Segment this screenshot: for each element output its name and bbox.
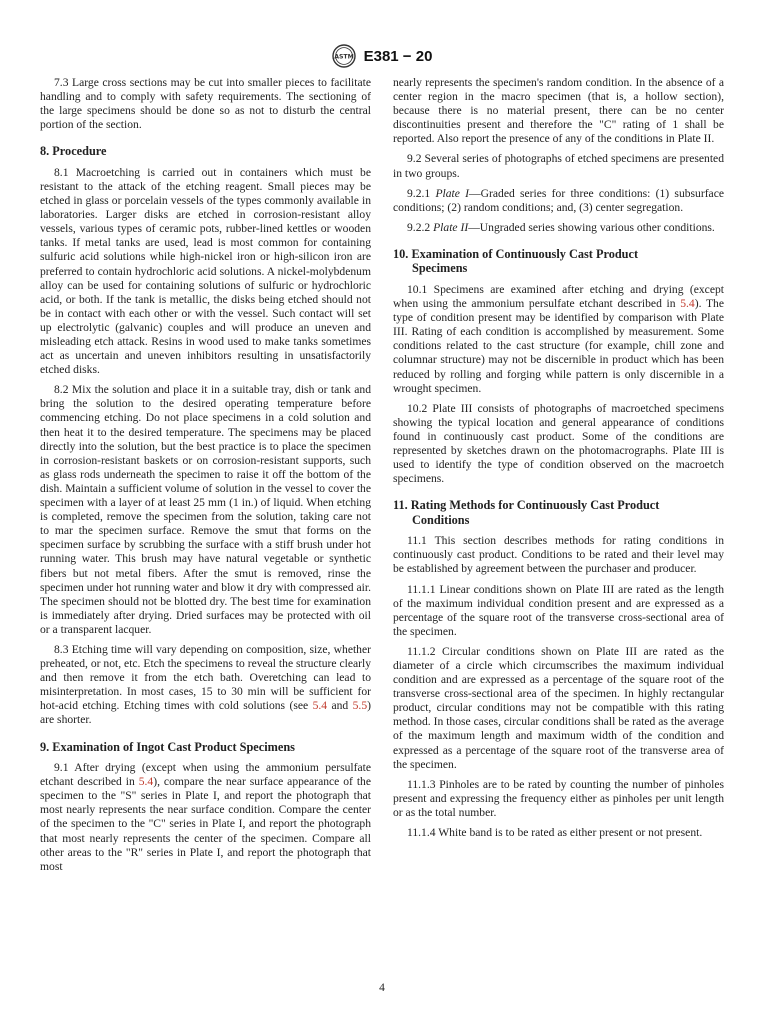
paragraph-11-1-4: 11.1.4 White band is to be rated as either present or not present.	[407, 826, 703, 840]
paragraph-10-2: 10.2 Plate III consists of photographs of macroetched specimens showing the typical location and general appearance of conditions found in continuously cast product. Some of the conditions are represented by sketches drawn on the photomacrographs. Plate III is used to identify the type of condition observed on the macroetch specimens.	[393, 401, 724, 486]
paragraph-8-1: 8.1 Macroetching is carried out in containers which must be resistant to the attack of the etching reagent. Small pieces may be etched in glass or porcelain vessels of the types commonly available in laboratories. Larger disks are etched in corrosion-resistant alloy vessels, various types of ceramic pots, rubber-lined kettles or wooden tanks. If metal tanks are used, lead is most common for containing sulfuric acid solutions while high-nickel iron or high-silicon iron are preferred to contain hydrochloric acid solutions. A nickel-molybdenum alloy can be used for containing solutions of sulfuric or hydrochloric acid, or both. If the tank is metallic, the disks being etched should not be in contact with each other or with the vessel. Such contact will set up electrolytic (galvanic) couples and will produce an uneven and misleading etch attack. Resins in wood used to make tanks sometimes act as uncertain and uneven inhibitors resulting in unsatisfactorily etched disks.	[40, 165, 371, 377]
reference-link-5-5[interactable]: 5.5	[352, 699, 368, 713]
page-header	[0, 44, 764, 70]
paragraph-11-1-2: 11.1.2 Circular conditions shown on Plate III are rated as the diameter of a circle which circumscribes the maximum individual condition and are expressed as a percentage of the square root of the transverse cross-sectional area of the specimen. In highly rectangular product, circular conditions may not be compatible with this rating method. In those cases, circular conditions shall be rated as the average of the maximum length and maximum width of the condition and expressed as a percentage of the square root of the transverse area of the specimen.	[393, 644, 724, 771]
section-heading-ingot-cast: 9. Examination of Ingot Cast Product Specimens	[40, 739, 295, 754]
paragraph-9-1: 9.1 After drying (except when using the ammonium persulfate etchant described in 5.4), compare the near surface appearance of the specimen to the "S" series in Plate I, and report the photograph that most nearly represents the near surface condition. Compare the center of the specimen to the "C" series in Plate I, and report the photograph that most nearly represents the center of the specimen. Compare all other areas to the "R" series in Plate I, and report the photograph that most	[40, 761, 371, 873]
astm-logo-icon	[332, 44, 356, 68]
right-column	[393, 76, 724, 840]
left-column	[40, 76, 371, 874]
svg-text:ASTM: ASTM	[333, 53, 354, 61]
paragraph-9-2-1: 9.2.1 Plate I—Graded series for three conditions: (1) subsurface conditions; (2) random conditions; and, (3) center segregation.	[393, 186, 724, 214]
section-heading-rating-methods: 11. Rating Methods for Continuously Cast Product Conditions	[393, 498, 660, 527]
section-heading-continuously-cast: 10. Examination of Continuously Cast Product Specimens	[393, 246, 639, 276]
paragraph-9-2-2: 9.2.2 Plate II—Ungraded series showing various other conditions.	[407, 220, 715, 234]
paragraph-8-3: 8.3 Etching time will vary depending on composition, size, whether preheated, or not, etc. Etch the specimens to reveal the structure clearly and then remove it from the etch bath. Overetching can lead to misinterpretation. In most cases, 15 to 30 min will be sufficient for hot-acid etching. Etching times with cold solutions (see 5.4 and 5.5) are shorter.	[40, 642, 371, 727]
paragraph-11-1: 11.1 This section describes methods for rating conditions in continuously cast product. Conditions to be rated and their level may be established by agreement between the purchaser and producer.	[393, 534, 724, 576]
document-designation: E381 − 20	[363, 47, 433, 65]
paragraph-10-1: 10.1 Specimens are examined after etching and drying (except when using the ammonium persulfate etchant described in 5.4). The type of condition present may be identified by comparison with Plate III. Rating of each condition is accomplished by measurement. Some conditions related to the cast structure (for example, chill zone and columnar structure) may not be discernible in product which has been reduced by rolling and forging while pattern is only discernible in a wrought specimen.	[393, 282, 724, 395]
paragraph-7-3: 7.3 Large cross sections may be cut into smaller pieces to facilitate handling and to comply with safety requirements. The sectioning of the large specimens should be done so as not to disturb the central portion of the section.	[40, 76, 371, 132]
reference-link-5-4[interactable]: 5.4	[680, 297, 695, 311]
reference-link-5-4[interactable]: 5.4	[138, 775, 154, 789]
paragraph-8-2: 8.2 Mix the solution and place it in a suitable tray, dish or tank and bring the solution to the desired operating temperature before commencing etching. Do not place specimens in a cold solution and then heat it to the desired temperature. The specimens may be placed directly into the solution, but the best practice is to place the specimen in corrosion-resistant baskets or on corrosion-resistant supports, such as glass rods underneath the specimen to raise it off the bottom of the dish. Maintain a sufficient volume of solution in the vessel to cover the specimen with a layer of at least 25 mm (1 in.) of liquid. When etching is completed, remove the specimen from the solution, taking care not to mar the specimen surface. Remove the smut that forms on the specimen surface by scrubbing the surface with a stiff brush under hot running water. This brush may have natural vegetable or synthetic fibers but not metal fibers. After the smut is removed, rinse the specimen under hot running water and blow it dry with compressed air. The specimen should not be blotted dry. The best time for examination is immediately after drying. Dried surfaces may be protected with oil or a transparent lacquer.	[40, 383, 371, 636]
page-number: 4	[379, 982, 385, 994]
paragraph-9-1-continued: nearly represents the specimen's random condition. In the absence of a center region in the macro specimen (that is, a hollow section), because there is no material present, there can be no center discontinuities present and therefore the "C" rating of 1 shall be reported. Also report the presence of any of the conditions in Plate II.	[393, 76, 724, 146]
paragraph-9-2: 9.2 Several series of photographs of etched specimens are presented in two groups.	[393, 152, 724, 180]
paragraph-11-1-1: 11.1.1 Linear conditions shown on Plate III are rated as the length of the maximum individual condition present and are expressed as a percentage of the square root of the transverse cross-sectional area of the specimen.	[393, 582, 724, 638]
paragraph-11-1-3: 11.1.3 Pinholes are to be rated by counting the number of pinholes present and expressing the frequency either as pinholes per unit length or as the total number.	[393, 777, 724, 819]
section-heading-procedure: 8. Procedure	[40, 144, 107, 159]
reference-link-5-4[interactable]: 5.4	[312, 699, 328, 713]
